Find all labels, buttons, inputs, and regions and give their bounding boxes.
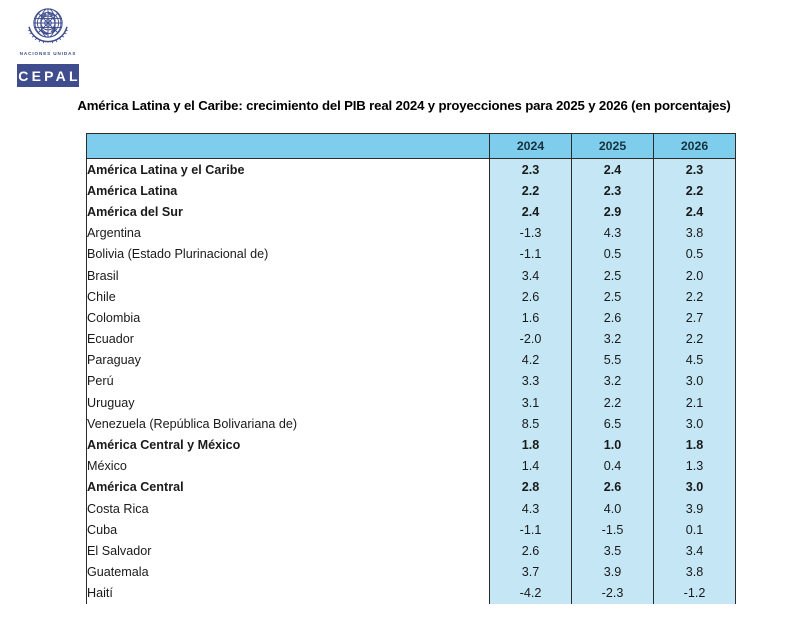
cell-2024: 2.4 [490,201,572,222]
cell-2025: -1.5 [572,519,654,540]
cell-2024: 2.3 [490,159,572,181]
cell-2025: 2.2 [572,392,654,413]
column-header-2025: 2025 [572,134,654,159]
row-label: Uruguay [87,392,490,413]
column-header-2026: 2026 [654,134,736,159]
table-row [87,498,736,519]
cell-2026: 2.3 [654,159,736,181]
cell-2026: 3.0 [654,413,736,434]
row-label: El Salvador [87,540,490,561]
cell-2025: 0.5 [572,244,654,265]
cell-2026: 2.7 [654,307,736,328]
cell-2026: 1.8 [654,434,736,455]
cepal-logo-text: CEPAL [18,67,81,84]
cell-2026: 1.3 [654,456,736,477]
table-row [87,244,736,265]
cell-2026: 2.2 [654,180,736,201]
cell-2025: 3.2 [572,371,654,392]
cell-2025: 1.0 [572,434,654,455]
row-label: Argentina [87,223,490,244]
cell-2024: 3.7 [490,562,572,583]
cell-2024: 4.3 [490,498,572,519]
cell-2025: 6.5 [572,413,654,434]
cell-2024: -1.1 [490,244,572,265]
row-label: América Latina [87,180,490,201]
cell-2025: 2.5 [572,265,654,286]
cell-2026: 3.8 [654,223,736,244]
cell-2024: 3.3 [490,371,572,392]
cell-2024: 4.2 [490,350,572,371]
row-label: América del Sur [87,201,490,222]
table-row [87,286,736,307]
cell-2026: 3.0 [654,371,736,392]
row-label: Haití [87,583,490,604]
table-row [87,540,736,561]
row-label: Venezuela (República Bolivariana de) [87,413,490,434]
cell-2024: 1.6 [490,307,572,328]
row-label: Brasil [87,265,490,286]
row-label: Cuba [87,519,490,540]
row-label: América Latina y el Caribe [87,159,490,181]
cell-2024: 8.5 [490,413,572,434]
cell-2025: 3.5 [572,540,654,561]
cell-2024: 2.6 [490,286,572,307]
column-header-2024: 2024 [490,134,572,159]
cell-2026: 4.5 [654,350,736,371]
table-row [87,434,736,455]
gdp-growth-table [86,133,736,604]
cepal-branding-block [8,2,88,87]
table-header-row [87,134,736,159]
cell-2026: 2.0 [654,265,736,286]
cell-2024: 1.8 [490,434,572,455]
cell-2025: 2.5 [572,286,654,307]
row-label: México [87,456,490,477]
cell-2024: -1.1 [490,519,572,540]
cell-2025: -2.3 [572,583,654,604]
table-row [87,519,736,540]
table-row [87,265,736,286]
cell-2024: 3.1 [490,392,572,413]
page-title: América Latina y el Caribe: crecimiento del PIB real 2024 y proyecciones para 2025 y 2026 (en porcentajes) [77,98,731,113]
table-row [87,392,736,413]
cell-2024: -2.0 [490,329,572,350]
table-row [87,413,736,434]
cell-2026: 2.2 [654,329,736,350]
row-label: América Central y México [87,434,490,455]
row-label: Perú [87,371,490,392]
cell-2026: -1.2 [654,583,736,604]
united-nations-emblem-icon [17,2,79,50]
cell-2026: 0.1 [654,519,736,540]
row-label: Guatemala [87,562,490,583]
table-row [87,329,736,350]
cepal-logo-box [17,64,79,87]
cell-2026: 3.8 [654,562,736,583]
row-label: Paraguay [87,350,490,371]
table-row [87,350,736,371]
cell-2025: 3.9 [572,562,654,583]
table-body [87,159,736,604]
table-row [87,562,736,583]
row-label: Ecuador [87,329,490,350]
cell-2024: 2.2 [490,180,572,201]
table-row [87,201,736,222]
table-row [87,583,736,604]
gdp-growth-table-container [86,133,735,604]
column-header-name [87,134,490,159]
cell-2025: 2.6 [572,307,654,328]
cell-2024: 2.6 [490,540,572,561]
cell-2025: 5.5 [572,350,654,371]
cell-2025: 0.4 [572,456,654,477]
cell-2025: 2.6 [572,477,654,498]
cell-2026: 2.4 [654,201,736,222]
row-label: Bolivia (Estado Plurinacional de) [87,244,490,265]
table-row [87,307,736,328]
un-caption-text: NACIONES UNIDAS [19,51,77,56]
row-label: América Central [87,477,490,498]
table-row [87,477,736,498]
cell-2024: -4.2 [490,583,572,604]
cell-2024: 3.4 [490,265,572,286]
cell-2025: 2.9 [572,201,654,222]
cell-2026: 3.9 [654,498,736,519]
table-row [87,456,736,477]
cell-2024: 1.4 [490,456,572,477]
cell-2025: 2.4 [572,159,654,181]
cell-2025: 2.3 [572,180,654,201]
cell-2024: 2.8 [490,477,572,498]
cell-2025: 3.2 [572,329,654,350]
row-label: Colombia [87,307,490,328]
cell-2026: 0.5 [654,244,736,265]
table-row [87,223,736,244]
row-label: Chile [87,286,490,307]
table-row [87,159,736,181]
row-label: Costa Rica [87,498,490,519]
cell-2026: 3.0 [654,477,736,498]
cell-2024: -1.3 [490,223,572,244]
cell-2026: 2.1 [654,392,736,413]
cell-2025: 4.3 [572,223,654,244]
cell-2026: 3.4 [654,540,736,561]
cell-2025: 4.0 [572,498,654,519]
table-row [87,180,736,201]
cell-2026: 2.2 [654,286,736,307]
table-row [87,371,736,392]
